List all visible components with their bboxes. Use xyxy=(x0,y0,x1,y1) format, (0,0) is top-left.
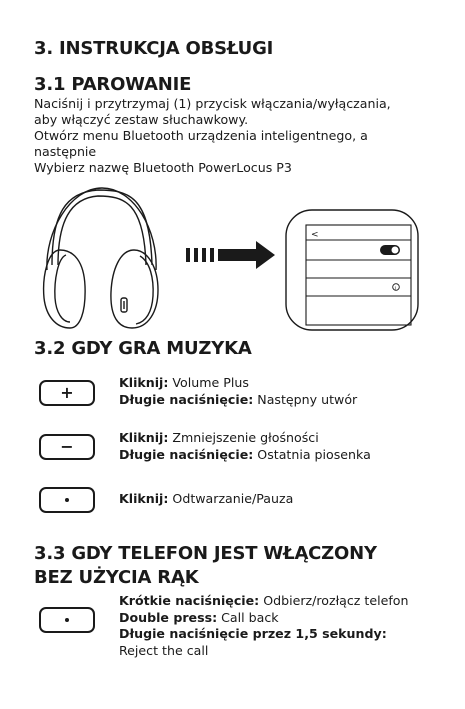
label: Długie naciśnięcie: xyxy=(119,391,254,407)
label: Double press: xyxy=(119,609,218,625)
pairing-line: Otwórz menu Bluetooth urządzenia inteligentnego, a xyxy=(34,128,368,143)
label: Długie naciśnięcie: xyxy=(119,446,254,462)
plus-icon: + xyxy=(60,383,74,402)
label: Kliknij: xyxy=(119,375,169,390)
value: Zmniejszenie głośności xyxy=(168,430,319,445)
pairing-line: następnie xyxy=(34,144,97,159)
value: Odbierz/rozłącz telefon xyxy=(259,593,409,608)
label: Krótkie naciśnięcie: xyxy=(119,593,260,608)
minus-icon: − xyxy=(60,437,74,456)
pairing-line: Naciśnij i przytrzymaj (1) przycisk włączania/wyłączania, xyxy=(34,96,391,111)
pairing-line: Wybierz nazwę Bluetooth PowerLocus P3 xyxy=(34,160,292,175)
pairing-line: aby włączyć zestaw słuchawkowy. xyxy=(34,112,249,127)
label: Długie naciśnięcie przez 1,5 sekundy: xyxy=(119,626,387,641)
plus-button-description xyxy=(119,375,357,408)
section-title-line: 3.3 GDY TELEFON JEST WŁĄCZONY xyxy=(34,543,377,564)
back-chevron-icon: < xyxy=(311,230,319,240)
play-button-description xyxy=(119,491,293,508)
play-pause-button-icon xyxy=(39,487,95,513)
value: Odtwarzanie/Pauza xyxy=(168,491,294,506)
section-title-line: BEZ UŻYCIA RĄK xyxy=(34,567,199,588)
section-title-pairing: 3.1 PAROWANIE xyxy=(34,74,192,95)
value: Ostatnia piosenka xyxy=(253,446,371,462)
page-title: 3. INSTRUKCJA OBSŁUGI xyxy=(34,38,274,59)
phone-bluetooth-screen xyxy=(286,210,418,330)
dot-icon xyxy=(65,618,69,622)
value: Call back xyxy=(217,609,279,625)
section-title-handsfree xyxy=(34,542,377,590)
value: Reject the call xyxy=(119,642,209,658)
headphones-illustration xyxy=(44,188,158,328)
value: Następny utwór xyxy=(253,391,358,407)
minus-button-description xyxy=(119,430,371,463)
section-title-music: 3.2 GDY GRA MUZYKA xyxy=(34,338,252,359)
pairing-illustration xyxy=(0,0,465,340)
info-glyph: i xyxy=(394,286,396,292)
arrow-right-icon xyxy=(186,241,275,269)
volume-plus-button-icon xyxy=(39,380,95,406)
label: Kliknij: xyxy=(119,430,169,445)
label: Kliknij: xyxy=(119,491,169,506)
value: Volume Plus xyxy=(168,375,249,390)
call-button-description xyxy=(119,593,408,659)
call-button-icon xyxy=(39,607,95,633)
dot-icon xyxy=(65,498,69,502)
volume-minus-button-icon xyxy=(39,434,95,460)
